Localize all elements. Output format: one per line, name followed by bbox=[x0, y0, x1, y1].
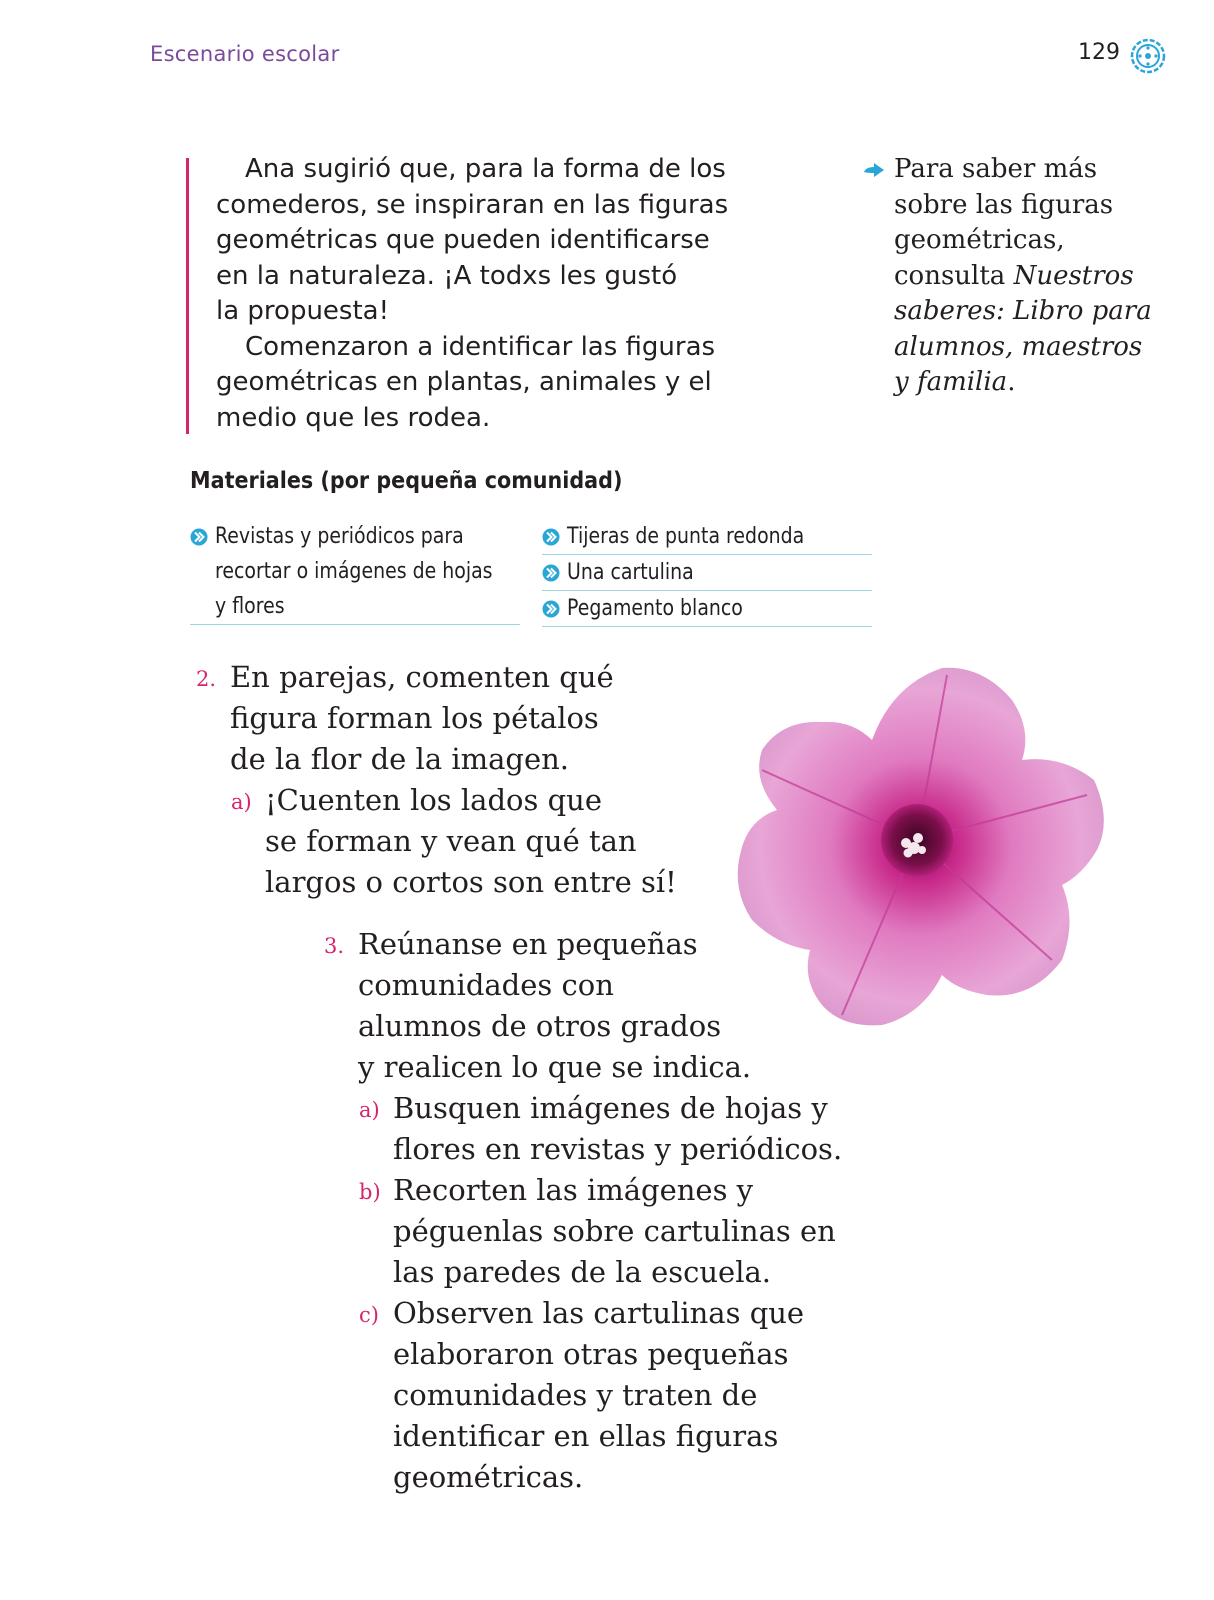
text-line: En parejas, comenten qué bbox=[230, 660, 614, 694]
text-line: Revistas y periódicos para bbox=[215, 524, 464, 549]
text-line: medio que les rodea. bbox=[216, 402, 491, 433]
activity-letter: a) bbox=[231, 790, 252, 814]
activity-letter: b) bbox=[359, 1180, 381, 1204]
list-item bbox=[542, 555, 872, 591]
text-line: elaboraron otras pequeñas bbox=[393, 1337, 789, 1371]
list-item-label: Pegamento blanco bbox=[567, 596, 743, 621]
book-title: y familia bbox=[894, 367, 1008, 397]
text-line: comunidades con bbox=[358, 968, 614, 1002]
intro-text bbox=[216, 152, 776, 436]
text-line: Reúnanse en pequeñas bbox=[358, 927, 698, 961]
text-line: geométricas en plantas, animales y el bbox=[216, 367, 712, 397]
activity-3 bbox=[324, 924, 798, 1088]
text-line: Recorten las imágenes y bbox=[393, 1173, 754, 1207]
text-line: se forman y vean qué tan bbox=[265, 824, 637, 858]
decorative-circle-icon bbox=[1130, 38, 1166, 74]
text-line: comunidades y traten de bbox=[393, 1378, 758, 1412]
text-line: flores en revistas y periódicos. bbox=[393, 1132, 843, 1166]
page-number: 129 bbox=[1078, 40, 1120, 65]
book-title: Nuestros bbox=[1013, 260, 1134, 291]
text-line: y flores bbox=[215, 594, 285, 619]
materials-list-left bbox=[190, 519, 520, 625]
book-title: saberes: Libro para bbox=[894, 296, 1152, 326]
activity-3b bbox=[359, 1170, 873, 1293]
text-line: recortar o imágenes de hojas bbox=[215, 559, 493, 584]
text-line: Comenzaron a identificar las figuras bbox=[245, 331, 716, 362]
section-title: Escenario escolar bbox=[150, 42, 340, 66]
text-line: Ana sugirió que, para la forma de los bbox=[245, 154, 726, 184]
chevron-bullet-icon bbox=[542, 528, 560, 546]
text-line: figura forman los pétalos bbox=[230, 701, 599, 735]
list-item-label: Una cartulina bbox=[567, 560, 694, 585]
chevron-bullet-icon bbox=[542, 564, 560, 582]
text-line: largos o cortos son entre sí! bbox=[265, 865, 677, 899]
text-line: péguenlas sobre cartulinas en bbox=[393, 1214, 836, 1248]
intro-paragraph-2 bbox=[216, 330, 776, 437]
chevron-bullet-icon bbox=[542, 600, 560, 618]
activity-3a bbox=[359, 1088, 873, 1170]
materials-list-right bbox=[542, 519, 872, 627]
text-line: geométricas que pueden identificarse bbox=[216, 225, 710, 255]
text-line bbox=[894, 365, 1194, 401]
text-line: y realicen lo que se indica. bbox=[358, 1050, 752, 1084]
activity-2 bbox=[196, 657, 690, 780]
text-plain: . bbox=[1007, 367, 1016, 397]
activity-number: 3. bbox=[324, 934, 345, 958]
activity-letter: c) bbox=[359, 1303, 379, 1327]
text-line: en la naturaleza. ¡A todxs les gustó bbox=[216, 260, 678, 291]
text-line: Observen las cartulinas que bbox=[393, 1296, 805, 1330]
activity-number: 2. bbox=[196, 667, 217, 691]
list-item bbox=[190, 519, 520, 625]
chevron-bullet-icon bbox=[190, 528, 208, 546]
text-plain: consulta bbox=[894, 260, 1014, 291]
text-line: la propuesta! bbox=[216, 296, 390, 326]
text-line: Busquen imágenes de hojas y bbox=[393, 1091, 828, 1125]
text-line: geométricas. bbox=[393, 1460, 584, 1494]
text-line: alumnos de otros grados bbox=[358, 1009, 722, 1043]
text-line bbox=[894, 259, 1194, 295]
text-line: de la flor de la imagen. bbox=[230, 742, 570, 776]
side-note bbox=[862, 152, 1194, 401]
text-line: ¡Cuenten los lados que bbox=[265, 783, 602, 817]
activity-2a bbox=[231, 780, 705, 903]
text-line: identificar en ellas figuras bbox=[393, 1419, 779, 1453]
activity-letter: a) bbox=[359, 1098, 380, 1122]
arrow-right-icon bbox=[862, 162, 886, 178]
materials-title: Materiales (por pequeña comunidad) bbox=[190, 468, 623, 494]
text-line: sobre las figuras bbox=[894, 189, 1114, 220]
activity-3c bbox=[359, 1293, 873, 1498]
list-item bbox=[542, 591, 872, 627]
intro-paragraph-1 bbox=[216, 152, 776, 330]
text-line: comederos, se inspiraran en las figuras bbox=[216, 189, 729, 220]
list-item-label: Tijeras de punta redonda bbox=[567, 524, 805, 549]
book-title: alumnos, maestros bbox=[894, 331, 1143, 362]
text-line: Para saber más bbox=[894, 154, 1098, 184]
text-line: las paredes de la escuela. bbox=[393, 1255, 772, 1289]
list-item bbox=[542, 519, 872, 555]
text-line: geométricas, bbox=[894, 225, 1065, 255]
